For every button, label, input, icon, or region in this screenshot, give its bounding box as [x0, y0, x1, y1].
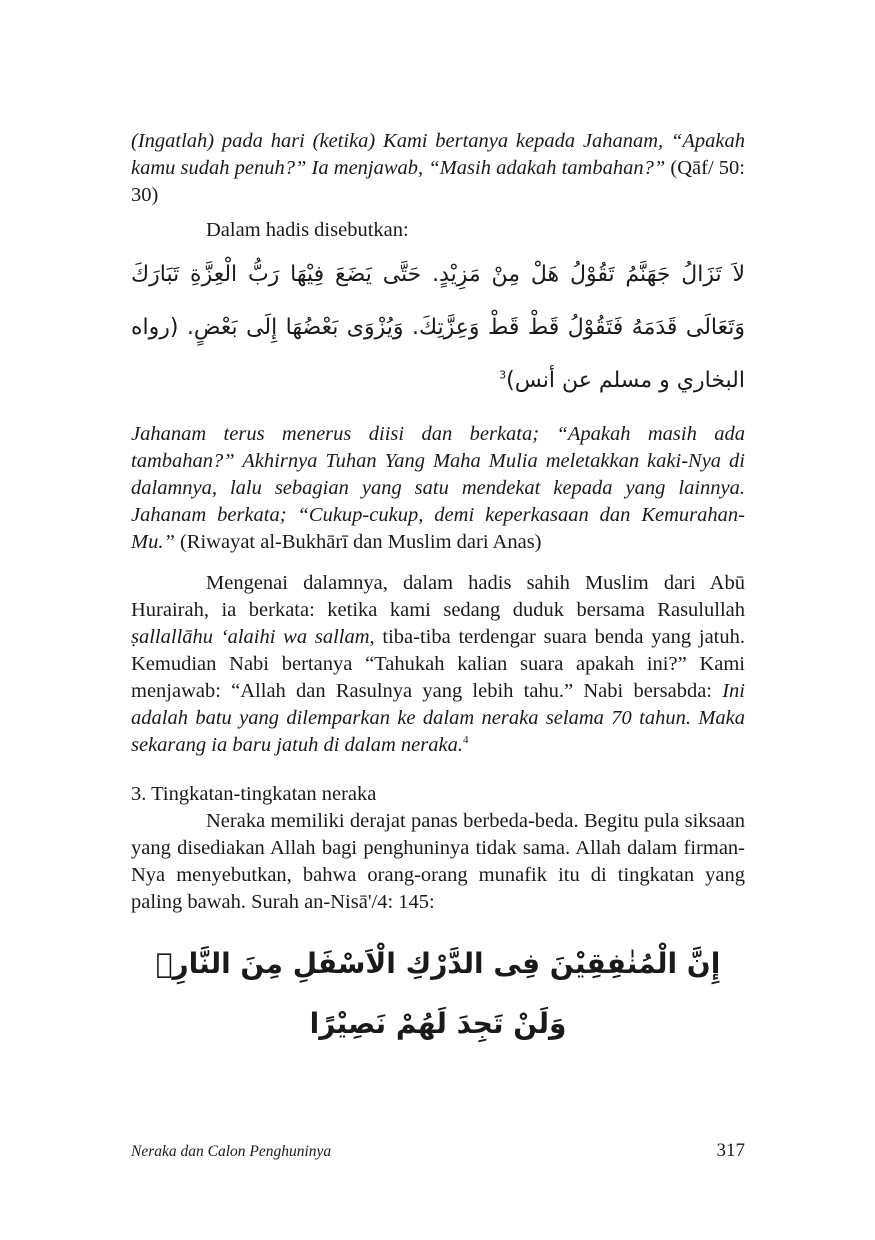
hadith-quote: Ini adalah batu yang dilemparkan ke dalam neraka selama 70 tahun. Maka sekarang ia baru jatuh di dalam neraka.	[131, 680, 745, 756]
paragraph-text: Mengenai dalamnya, dalam hadis sahih Muslim dari Abū Hurairah, ia berkata: ketika kami sedang duduk bersama Rasulullah	[131, 572, 745, 621]
hadith-translation-text: Jahanam terus menerus diisi dan berkata; “Apakah masih ada tambahan?” Akhirnya Tuhan Yang Maha Mulia meletakkan kaki-Nya di dalamnya, lalu sebagian yang satu mendekat kepada yang lainnya. Jahanam berkata; “Cukup-cukup, demi keperkasaan dan Kemurahan-Mu.”	[131, 423, 745, 553]
arabic-hadith-text: لاَ تَزَالُ جَهَنَّمُ تَقُوْلُ هَلْ مِنْ مَزِيْدٍ. حَتَّى يَضَعَ فِيْهَا رَبُّ الْعِزَّةِ تَبَارَكَ وَتَعَالَى قَدَمَهُ فَتَقُوْلُ قَطْ قَطْ وَعِزَّتِكَ. وَيُزْوَى بَعْضُهَا إِلَى بَعْضٍ. (رواه البخاري و مسلم عن أنس)	[131, 262, 745, 393]
footnote-marker-3: 3	[499, 368, 507, 382]
section-heading: 3. Tingkatan-tingkatan neraka	[131, 783, 377, 805]
quran-translation-qaf-30	[131, 128, 745, 209]
arabic-hadith	[131, 248, 745, 407]
paragraph-text-continued: tiba-tiba terdengar suara benda yang jatuh. Kemudian Nabi bertanya “Tahukah kalian suara apakah ini?” Kami menjawab: “Allah dan Rasulnya yang lebih tahu.” Nabi bersabda:	[131, 626, 745, 702]
page-number: 317	[716, 1140, 745, 1161]
paragraph-levels-of-hell: Neraka memiliki derajat panas berbeda-beda. Begitu pula siksaan yang disediakan Allah bagi penghuninya tidak sama. Allah dalam firman-Nya menyebutkan, bahwa orang-orang munafik itu di tingkatan yang paling bawah. Surah an-Nisā'/4: 145:	[131, 810, 745, 913]
hadith-translation	[131, 421, 745, 556]
hadith-intro: Dalam hadis disebutkan:	[206, 219, 409, 241]
page-footer	[131, 1140, 745, 1162]
hadith-translation-reference: (Riwayat al-Bukhārī dan Muslim dari Anas)	[174, 531, 542, 553]
paragraph-abu-hurairah	[131, 570, 745, 759]
translation-reference: (Qāf/ 50: 30)	[131, 157, 745, 206]
running-title: Neraka dan Calon Penghuninya	[131, 1143, 332, 1160]
salawat-text: ṣallallāhu ‘alaihi wa sallam,	[131, 626, 375, 648]
translation-text: (Ingatlah) pada hari (ketika) Kami bertanya kepada Jahanam, “Apakah kamu sudah penuh?” Ia menjawab, “Masih adakah tambahan?”	[131, 130, 745, 179]
page-body	[131, 128, 745, 1054]
arabic-verse-an-nisa-145: إِنَّ الْمُنٰفِقِيْنَ فِى الدَّرْكِ الْاَسْفَلِ مِنَ النَّارِۚ وَلَنْ تَجِدَ لَهُمْ نَصِيْرًا	[155, 947, 721, 1040]
footnote-marker-4: 4	[462, 734, 469, 747]
